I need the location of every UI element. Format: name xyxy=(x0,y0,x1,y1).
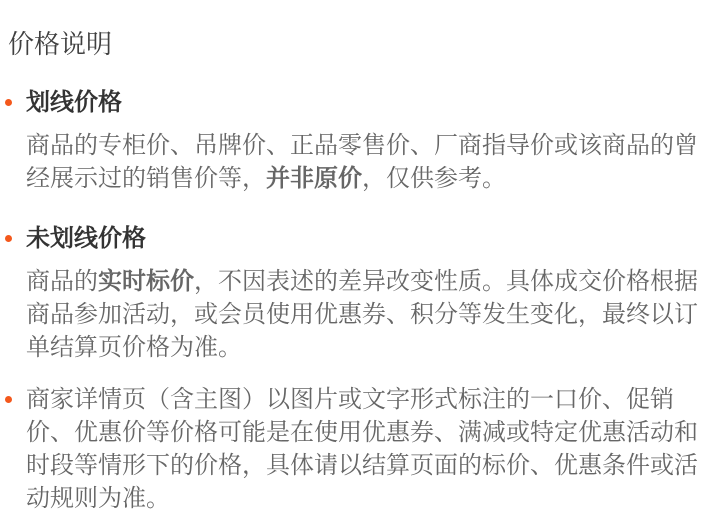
section-uncrossed-price xyxy=(8,225,702,364)
body-text-segment: 商品的 xyxy=(26,268,98,295)
emphasis-text: 实时标价 xyxy=(98,268,194,295)
price-sections-list xyxy=(8,89,702,515)
body-text-segment: ，不因表述的差异改变性质。具体成交价格根据商品参加活动，或会员使用优惠券、积分等发生变化，最终以订单结算页价格为准。 xyxy=(26,268,698,361)
page-title: 价格说明 xyxy=(8,29,113,59)
dot-icon xyxy=(5,99,12,106)
section-heading: 未划线价格 xyxy=(26,225,146,252)
body-text-segment: 商家详情页（含主图）以图片或文字形式标注的一口价、促销价、优惠价等价格可能是在使用优惠券、满减或特定优惠活动和时段等情形下的价格，具体请以结算页面的标价、优惠条件或活动规则为准。 xyxy=(26,386,698,512)
section-body xyxy=(26,129,702,195)
section-heading: 划线价格 xyxy=(26,89,122,116)
emphasis-text: 并非原价 xyxy=(266,165,362,192)
dot-icon xyxy=(5,396,12,403)
body-text-segment: ，仅供参考。 xyxy=(362,165,506,192)
section-crossed-out-price xyxy=(8,89,702,195)
section-body xyxy=(26,383,702,515)
section-body xyxy=(26,265,702,364)
body-text-segment: 商品的专柜价、吊牌价、正品零售价、厂商指导价或该商品的曾经展示过的销售价等， xyxy=(26,132,698,192)
section-merchant-detail-price xyxy=(8,383,702,515)
dot-icon xyxy=(5,235,12,242)
